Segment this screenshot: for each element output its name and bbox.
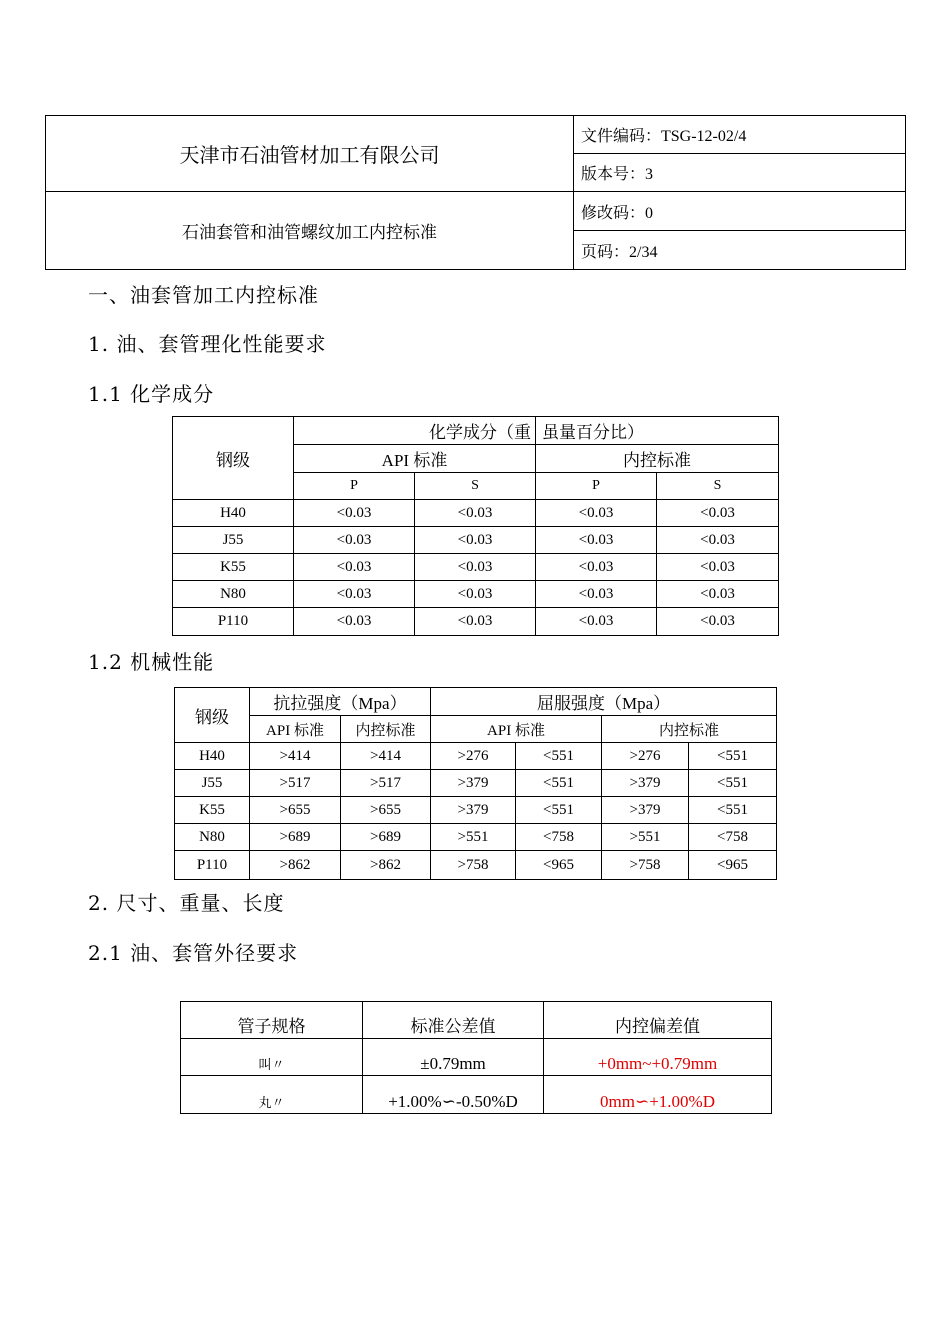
document-title: 石油套管和油管螺纹加工内控标准: [46, 192, 574, 270]
internal-deviation-header: 内控偏差值: [544, 1002, 772, 1039]
value-cell: <0.03: [415, 581, 536, 608]
grade-header: 钢级: [173, 417, 294, 500]
value-cell: <551: [689, 770, 777, 797]
heading-section-1: 一、油套管加工内控标准: [88, 283, 319, 307]
value-cell: <758: [516, 824, 602, 851]
heading-chemical-composition: 1.1 化学成分: [88, 382, 215, 406]
mechanical-properties-table: [174, 687, 777, 880]
heading-outer-diameter: 2.1 油、套管外径要求: [88, 941, 299, 965]
table-row: [175, 770, 777, 797]
tensile-strength-header: 抗拉强度（Mpa）: [250, 688, 431, 716]
value-cell: <0.03: [657, 554, 779, 581]
file-code: 文件编码：TSG-12-02/4: [574, 116, 906, 154]
heading-dimensions: 2. 尺寸、重量、长度: [88, 891, 285, 915]
table-row: [173, 527, 779, 554]
heading-mechanical-properties: 1.2 机械性能: [88, 650, 215, 674]
internal-standard-header: 内控标准: [536, 445, 779, 473]
value-cell: >689: [341, 824, 431, 851]
value-cell: <551: [516, 797, 602, 824]
grade-cell: P110: [173, 608, 294, 636]
value-cell: >862: [341, 851, 431, 880]
value-cell: >379: [602, 797, 689, 824]
grade-cell: J55: [173, 527, 294, 554]
value-cell: <0.03: [294, 527, 415, 554]
standard-tolerance-cell: ±0.79mm: [363, 1039, 544, 1076]
value-cell: >276: [602, 743, 689, 770]
grade-cell: P110: [175, 851, 250, 880]
value-cell: <551: [516, 770, 602, 797]
standard-tolerance-header: 标准公差值: [363, 1002, 544, 1039]
internal-deviation-cell: +0mm~+0.79mm: [544, 1039, 772, 1076]
yield-api-header: API 标准: [431, 716, 602, 743]
version-number: 版本号：3: [574, 154, 906, 192]
value-cell: >414: [341, 743, 431, 770]
document-header-table: [45, 115, 906, 270]
table-row: [175, 743, 777, 770]
pipe-spec-cell: 叫〃: [181, 1039, 363, 1076]
api-s-header: S: [415, 473, 536, 500]
table-row: [175, 824, 777, 851]
api-standard-header: API 标准: [294, 445, 536, 473]
yield-strength-header: 屈服强度（Mpa）: [431, 688, 777, 716]
value-cell: <0.03: [657, 527, 779, 554]
value-cell: <965: [516, 851, 602, 880]
value-cell: >517: [341, 770, 431, 797]
grade-cell: K55: [173, 554, 294, 581]
grade-cell: N80: [173, 581, 294, 608]
value-cell: <965: [689, 851, 777, 880]
value-cell: >862: [250, 851, 341, 880]
grade-cell: N80: [175, 824, 250, 851]
grade-cell: K55: [175, 797, 250, 824]
value-cell: <758: [689, 824, 777, 851]
outer-diameter-table: [180, 1001, 772, 1114]
value-cell: >551: [431, 824, 516, 851]
yield-internal-header: 内控标准: [602, 716, 777, 743]
grade-cell: J55: [175, 770, 250, 797]
tensile-internal-header: 内控标准: [341, 716, 431, 743]
value-cell: >379: [602, 770, 689, 797]
value-cell: <0.03: [294, 608, 415, 636]
composition-group-header-a: 化学成分（重: [294, 417, 536, 445]
value-cell: <0.03: [536, 527, 657, 554]
value-cell: >655: [250, 797, 341, 824]
value-cell: <0.03: [415, 500, 536, 527]
composition-group-header-b: 虽量百分比）: [536, 417, 779, 445]
revision-code: 修改码：0: [574, 192, 906, 231]
value-cell: >758: [431, 851, 516, 880]
table-row: [181, 1039, 772, 1076]
heading-physical-chemical: 1. 油、套管理化性能要求: [88, 332, 327, 356]
pipe-spec-cell: 丸〃: [181, 1076, 363, 1114]
value-cell: <0.03: [657, 581, 779, 608]
chemical-composition-table: [172, 416, 779, 636]
value-cell: <551: [689, 797, 777, 824]
value-cell: <551: [689, 743, 777, 770]
api-p-header: P: [294, 473, 415, 500]
table-row: [175, 851, 777, 880]
value-cell: <0.03: [294, 500, 415, 527]
table-row: [173, 500, 779, 527]
value-cell: <551: [516, 743, 602, 770]
value-cell: >517: [250, 770, 341, 797]
page-number: 页码：2/34: [574, 231, 906, 270]
value-cell: <0.03: [536, 581, 657, 608]
value-cell: <0.03: [294, 581, 415, 608]
value-cell: <0.03: [415, 554, 536, 581]
internal-deviation-cell: 0mm∽+1.00%D: [544, 1076, 772, 1114]
value-cell: <0.03: [657, 500, 779, 527]
table-row: [181, 1076, 772, 1114]
value-cell: <0.03: [536, 608, 657, 636]
value-cell: <0.03: [536, 500, 657, 527]
value-cell: >689: [250, 824, 341, 851]
table-row: [173, 581, 779, 608]
value-cell: <0.03: [536, 554, 657, 581]
value-cell: >379: [431, 797, 516, 824]
value-cell: >551: [602, 824, 689, 851]
value-cell: <0.03: [415, 527, 536, 554]
grade-header: 钢级: [175, 688, 250, 743]
pipe-spec-header: 管子规格: [181, 1002, 363, 1039]
internal-p-header: P: [536, 473, 657, 500]
value-cell: >414: [250, 743, 341, 770]
grade-cell: H40: [175, 743, 250, 770]
table-row: [173, 554, 779, 581]
grade-cell: H40: [173, 500, 294, 527]
value-cell: >655: [341, 797, 431, 824]
company-name: 天津市石油管材加工有限公司: [46, 116, 574, 192]
value-cell: >758: [602, 851, 689, 880]
standard-tolerance-cell: +1.00%∽-0.50%D: [363, 1076, 544, 1114]
value-cell: <0.03: [294, 554, 415, 581]
tensile-api-header: API 标准: [250, 716, 341, 743]
value-cell: >379: [431, 770, 516, 797]
value-cell: <0.03: [415, 608, 536, 636]
internal-s-header: S: [657, 473, 779, 500]
value-cell: >276: [431, 743, 516, 770]
value-cell: <0.03: [657, 608, 779, 636]
table-row: [175, 797, 777, 824]
table-row: [173, 608, 779, 636]
